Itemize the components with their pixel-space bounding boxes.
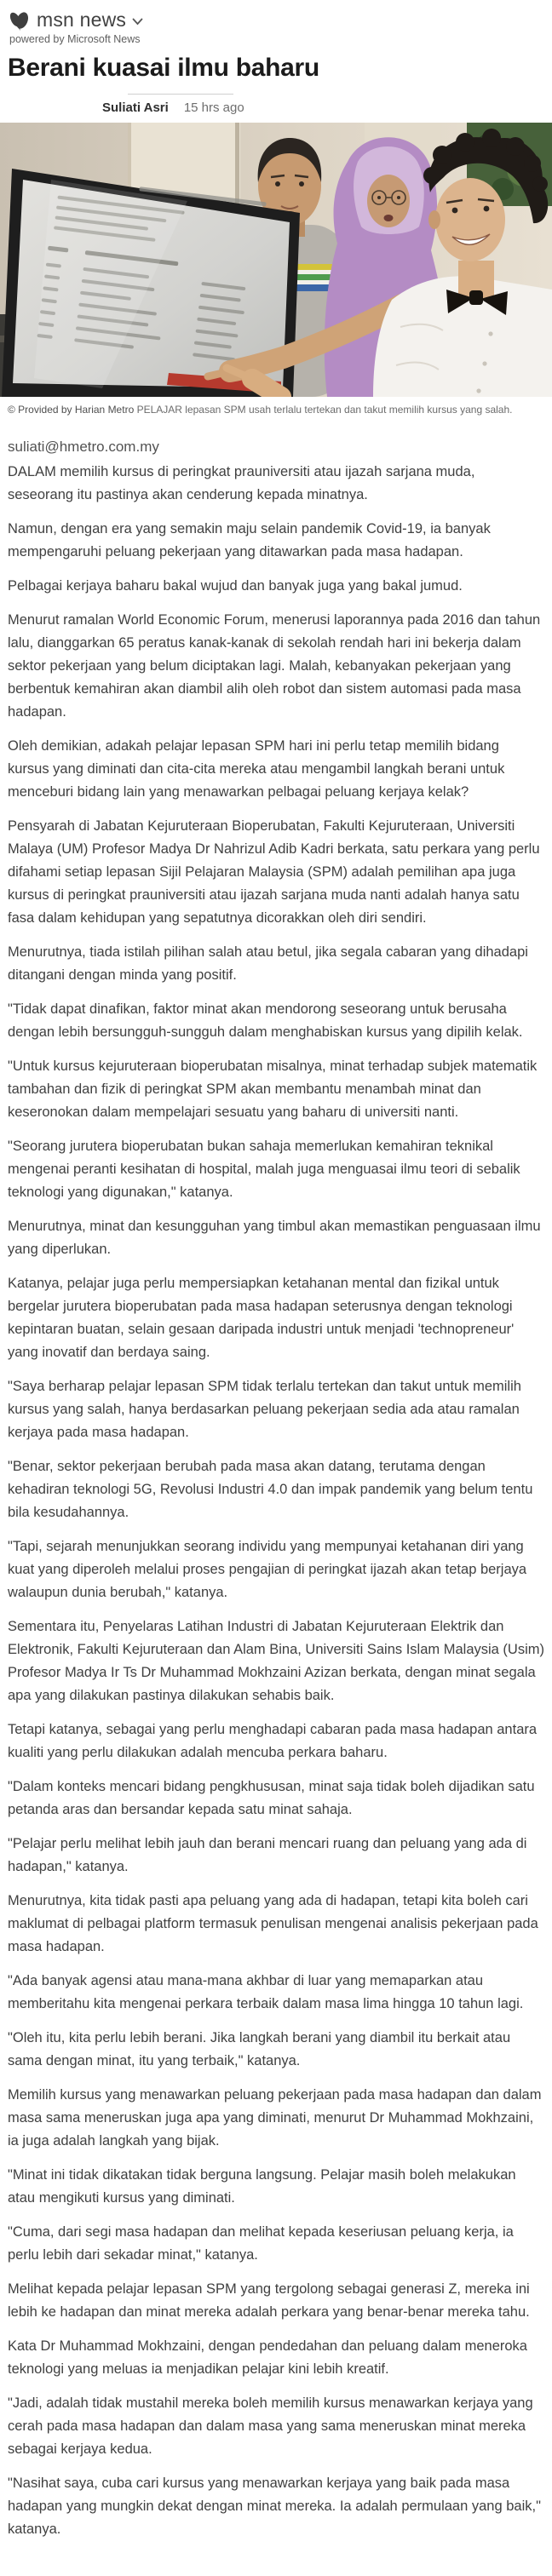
paragraph: Menurutnya, minat dan kesungguhan yang timbul akan memastikan penguasaan ilmu yang diperlukan. [8,1218,541,1257]
photo-caption [0,397,552,416]
powered-by-label: powered by Microsoft News [9,33,141,45]
paragraph: "Tapi, sejarah menunjukkan seorang individu yang mempunyai ketahanan diri yang kuat yang diperoleh melalui proses pengajian di peringkat ijazah akan tetap berjaya walaupun dunia berubah," katanya. [8,1538,527,1600]
paragraph: Menurutnya, kita tidak pasti apa peluang yang ada di hadapan, tetapi kita boleh cari maklumat di pelbagai platform termasuk penulisan mengenai analisis pekerjaan pada masa hadapan. [8,1892,538,1954]
chevron-down-icon [132,18,143,26]
paragraph: "Jadi, adalah tidak mustahil mereka boleh memilih kursus menawarkan kerjaya yang cerah pada masa hadapan dan dalam masa yang sama meneruskan minat mereka sebagai kerjaya kedua. [8,2395,533,2457]
paragraph: Tetapi katanya, sebagai yang perlu menghadapi cabaran pada masa hadapan antara kualiti yang perlu dilakukan adalah mencuba perkara baharu. [8,1721,538,1760]
byline [102,94,552,115]
photo-credit: © Provided by Harian Metro [8,403,135,416]
paragraph: "Nasihat saya, cuba cari kursus yang menawarkan kerjaya yang baik pada masa hadapan yang mungkin dekat dengan minat mereka. Ia adalah permulaan yang baik," katanya. [8,2475,541,2537]
brand-name: msn news [37,9,127,31]
article-title: Berani kuasai ilmu baharu [8,54,319,82]
paragraph: "Oleh itu, kita perlu lebih berani. Jika langkah berani yang diambil itu berkait atau sama dengan minat, itu yang terbaik," katanya. [8,2029,511,2068]
paragraph: "Benar, sektor pekerjaan berubah pada masa akan datang, terutama dengan kehadiran teknologi 5G, Revolusi Industri 4.0 dan impak pandemik yang belum tentu bila kesudahannya. [8,1458,533,1520]
paragraph: "Cuma, dari segi masa hadapan dan melihat kepada keseriusan peluang kerja, ia perlu lebih dari sekadar minat," katanya. [8,2223,514,2263]
paragraph: Menurutnya, tiada istilah pilihan salah atau betul, jika segala cabaran yang dihadapi ditangani dengan minda yang positif. [8,944,528,983]
article-body [0,456,552,2576]
paragraph: "Seorang jurutera bioperubatan bukan sahaja memerlukan kemahiran teknikal mengenai peranti kesihatan di hospital, malah juga menguasai ilmu teori di sebalik teknologi yang digunakan," katanya. [8,1138,520,1200]
published-time: 15 hrs ago [183,100,244,115]
paragraph: "Minat ini tidak dikatakan tidak berguna langsung. Pelajar masih boleh melakukan atau mengikuti kursus yang diminati. [8,2166,516,2206]
paragraph: Melihat kepada pelajar lepasan SPM yang tergolong sebagai generasi Z, mereka ini lebih ke hadapan dan minat mereka adalah perkara yang benar-benar mereka tahu. [8,2281,530,2320]
paragraph: "Saya berharap pelajar lepasan SPM tidak terlalu tertekan dan takut untuk memilih kursus yang salah, hanya berdasarkan peluang pekerjaan sedia ada atau ramalan kerjaya pada masa hadapan. [8,1378,521,1440]
paragraph: Kata Dr Muhammad Mokhzaini, dengan pendedahan dan peluang dalam meneroka teknologi yang meluas ia menjadikan pelajar kini lebih kreatif. [8,2338,527,2377]
paragraph: Pensyarah di Jabatan Kejuruteraan Bioperubatan, Fakulti Kejuruteraan, Universiti Malaya (UM) Profesor Madya Dr Nahrizul Adib Kadri berkata, satu perkara yang perlu difahami setiap lepasan Sijil Pelajaran Malaysia (SPM) adalah pemilihan apa juga kursus di peringkat prauniversiti atau ijazah sarjana muda nanti adalah hanya satu fasa dalam kehidupan yang sepatutnya dicorakkan oleh diri sendiri. [8,818,540,926]
paragraph: Menurut ramalan World Economic Forum, menerusi laporannya pada 2016 dan tahun lalu, dianggarkan 65 peratus kanak-kanak di sekolah rendah hari ini bekerja dalam sektor pekerjaan yang belum diciptakan lagi. Malah, kebanyakan pekerjaan yang berbentuk kemahiran akan diambil alih oleh robot dan sistem automasi pada masa hadapan. [8,611,541,720]
article-photo[interactable] [0,123,552,397]
paragraph: "Ada banyak agensi atau mana-mana akhbar di luar yang memaparkan atau memberitahu kita mengenai perkara terbaik dalam masa lima hingga 10 tahun lagi. [8,1972,524,2011]
author-name: Suliati Asri [102,100,169,115]
paragraph: Katanya, pelajar juga perlu mempersiapkan ketahanan mental dan fizikal untuk bergelar jurutera bioperubatan pada masa hadapan seterusnya dengan teknologi kepintaran buatan, selain gesaan daripada industri untuk menjadi 'technopreneur' yang inovatif dan berdaya saing. [8,1275,515,1360]
paragraph: Memilih kursus yang menawarkan peluang pekerjaan pada masa hadapan dan dalam masa sama meneruskan juga apa yang diminati, menurut Dr Muhammad Mokhzaini, ia juga adalah langkah yang bijak. [8,2086,542,2149]
paragraph: DALAM memilih kursus di peringkat prauniversiti atau ijazah sarjana muda, seseorang itu pastinya akan cenderung kepada minatnya. [8,463,475,502]
photo-caption-text: PELAJAR lepasan SPM usah terlalu tertekan dan takut memilih kursus yang salah. [136,403,513,416]
paragraph: Namun, dengan era yang semakin maju selain pandemik Covid-19, ia banyak mempengaruhi peluang pekerjaan yang ditawarkan pada masa hadapan. [8,520,491,559]
paragraph: "Tidak dapat dinafikan, faktor minat akan mendorong seseorang untuk berusaha dengan lebih bersungguh-sungguh dalam menghabiskan kursus yang dipilih kelak. [8,1001,523,1040]
brand-dropdown[interactable] [9,9,543,32]
paragraph: "Pelajar perlu melihat lebih jauh dan berani mencari ruang dan peluang yang ada di hadapan," katanya. [8,1835,527,1874]
author-email-link[interactable]: suliati@hmetro.com.my [8,438,159,455]
paragraph: Sementara itu, Penyelaras Latihan Industri di Jabatan Kejuruteraan Elektrik dan Elektronik, Fakulti Kejuruteraan dan Alam Bina, Universiti Sains Islam Malaysia (Usim) Profesor Madya Ir Ts Dr Muhammad Mokhzaini Azizan berkata, dengan minat segala apa yang dilakukan pastinya dilakukan sehabis baik. [8,1618,544,1703]
paragraph: Oleh demikian, adakah pelajar lepasan SPM hari ini perlu tetap memilih bidang kursus yang diminati dan cita-cita mereka atau mengambil langkah berani untuk menceburi bidang lain yang menawarkan pelbagai peluang kerjaya kelak? [8,737,505,800]
msn-butterfly-logo-icon [9,9,31,32]
paragraph: Pelbagai kerjaya baharu bakal wujud dan banyak juga yang bakal jumud. [8,577,463,594]
paragraph: "Untuk kursus kejuruteraan bioperubatan misalnya, minat terhadap subjek matematik tambahan dan fizik di peringkat SPM akan membantu menambah minat dan keseronokan dalam mempelajari sesuatu yang baharu di universiti nanti. [8,1058,538,1120]
paragraph: "Dalam konteks mencari bidang pengkhususan, minat saja tidak boleh dijadikan satu petanda aras dan bersandar kepada satu minat sahaja. [8,1778,535,1817]
site-header [0,0,552,45]
